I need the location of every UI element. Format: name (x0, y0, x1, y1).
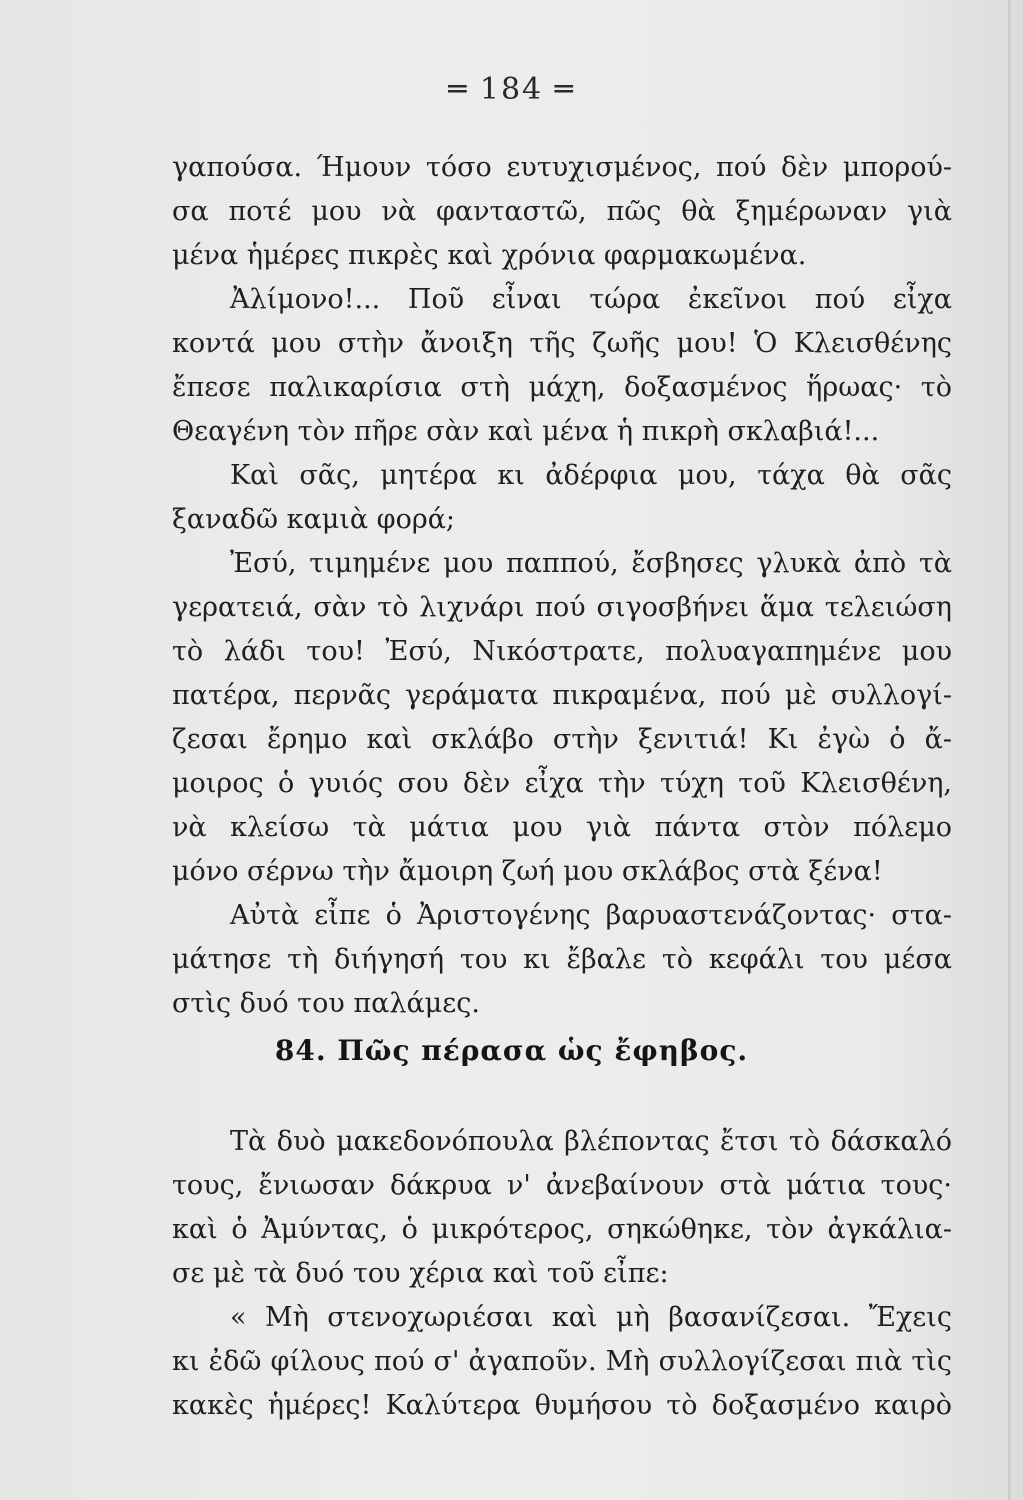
text-line: τους, ἔνιωσαν δάκρυα ν' ἀνεβαίνουν στὰ μάτια τους· (172, 1170, 952, 1201)
text-line: ζεσαι ἔρημο καὶ σκλάβο στὴν ξενιτιά! Κι ἐγὼ ὁ ἄ- (172, 724, 952, 755)
text-line: μοιρος ὁ γυιός σου δὲν εἶχα τὴν τύχη τοῦ Κλεισθένη, (172, 768, 952, 799)
text-line: Αὐτὰ εἶπε ὁ Ἀριστογένης βαρυαστενάζοντας· στα- (230, 900, 952, 931)
page-number-value: 184 (479, 72, 544, 107)
text-line: γαπούσα. Ήμουν τόσο ευτυχισμένος, πού δὲν μπορού- (172, 152, 952, 183)
text-line: Ἐσύ, τιμημένε μου παππού, ἔσβησες γλυκὰ ἀπὸ τὰ (230, 548, 952, 579)
text-line: ἔπεσε παλικαρίσια στὴ μάχη, δοξασμένος ἥρωας· τὸ (172, 372, 952, 403)
text-line: κακὲς ἡμέρες! Καλύτερα θυμήσου τὸ δοξασμένο καιρὸ (172, 1390, 952, 1421)
page-number (0, 72, 1023, 107)
text-line: καὶ ὁ Ἀμύντας, ὁ μικρότερος, σηκώθηκε, τὸν ἀγκάλια- (172, 1214, 952, 1245)
page-number-rule-left: ═ (448, 72, 480, 107)
text-line: μένα ἡμέρες πικρὲς καὶ χρόνια φαρμακωμένα. (172, 240, 807, 271)
text-line: κι ἐδῶ φίλους πού σ' ἀγαποῦν. Μὴ συλλογίζεσαι πιὰ τὶς (172, 1346, 952, 1377)
text-line: νὰ κλείσω τὰ μάτια μου γιὰ πάντα στὸν πόλεμο (172, 812, 952, 843)
text-line: μάτησε τὴ διήγησή του κι ἔβαλε τὸ κεφάλι του μέσα (172, 944, 952, 975)
text-line: σα ποτέ μου νὰ φανταστῶ, πῶς θὰ ξημέρωναν γιὰ (172, 196, 952, 227)
page-edge-shadow (1008, 0, 1011, 1500)
text-line: « Μὴ στενοχωριέσαι καὶ μὴ βασανίζεσαι. Ἔχεις (230, 1302, 952, 1333)
text-line: ξαναδῶ καμιὰ φορά; (172, 504, 456, 535)
text-line: μόνο σέρνω τὴν ἄμοιρη ζωή μου σκλάβος στὰ ξένα! (172, 856, 883, 887)
text-line: Τὰ δυὸ μακεδονόπουλα βλέποντας ἔτσι τὸ δάσκαλό (230, 1126, 952, 1157)
text-line: στὶς δυό του παλάμες. (172, 988, 480, 1019)
text-block-chapter-start (172, 1120, 952, 1428)
chapter-heading: 84. Πῶς πέρασα ὡς ἔφηβος. (274, 1034, 749, 1067)
text-line: Καὶ σᾶς, μητέρα κι ἀδέρφια μου, τάχα θὰ σᾶς (230, 460, 952, 491)
text-line: γερατειά, σὰν τὸ λιχνάρι πού σιγοσβήνει ἅμα τελειώση (172, 592, 952, 623)
text-line: κοντά μου στὴν ἄνοιξη τῆς ζωῆς μου! Ὁ Κλεισθένης (172, 328, 952, 359)
text-line: Θεαγένη τὸν πῆρε σὰν καὶ μένα ἡ πικρὴ σκλαβιά!... (172, 416, 880, 447)
text-line: σε μὲ τὰ δυό του χέρια καὶ τοῦ εἶπε: (172, 1258, 669, 1289)
text-block-narrative (172, 146, 952, 1026)
text-line: πατέρα, περνᾶς γεράματα πικραμένα, πού μὲ συλλογί- (172, 680, 952, 711)
text-line: Ἀλίμονο!... Ποῦ εἶναι τώρα ἐκεῖνοι πού εἶχα (230, 284, 952, 315)
page-number-rule-right: ═ (543, 72, 575, 107)
text-line: τὸ λάδι του! Ἐσύ, Νικόστρατε, πολυαγαπημένε μου (172, 636, 952, 667)
